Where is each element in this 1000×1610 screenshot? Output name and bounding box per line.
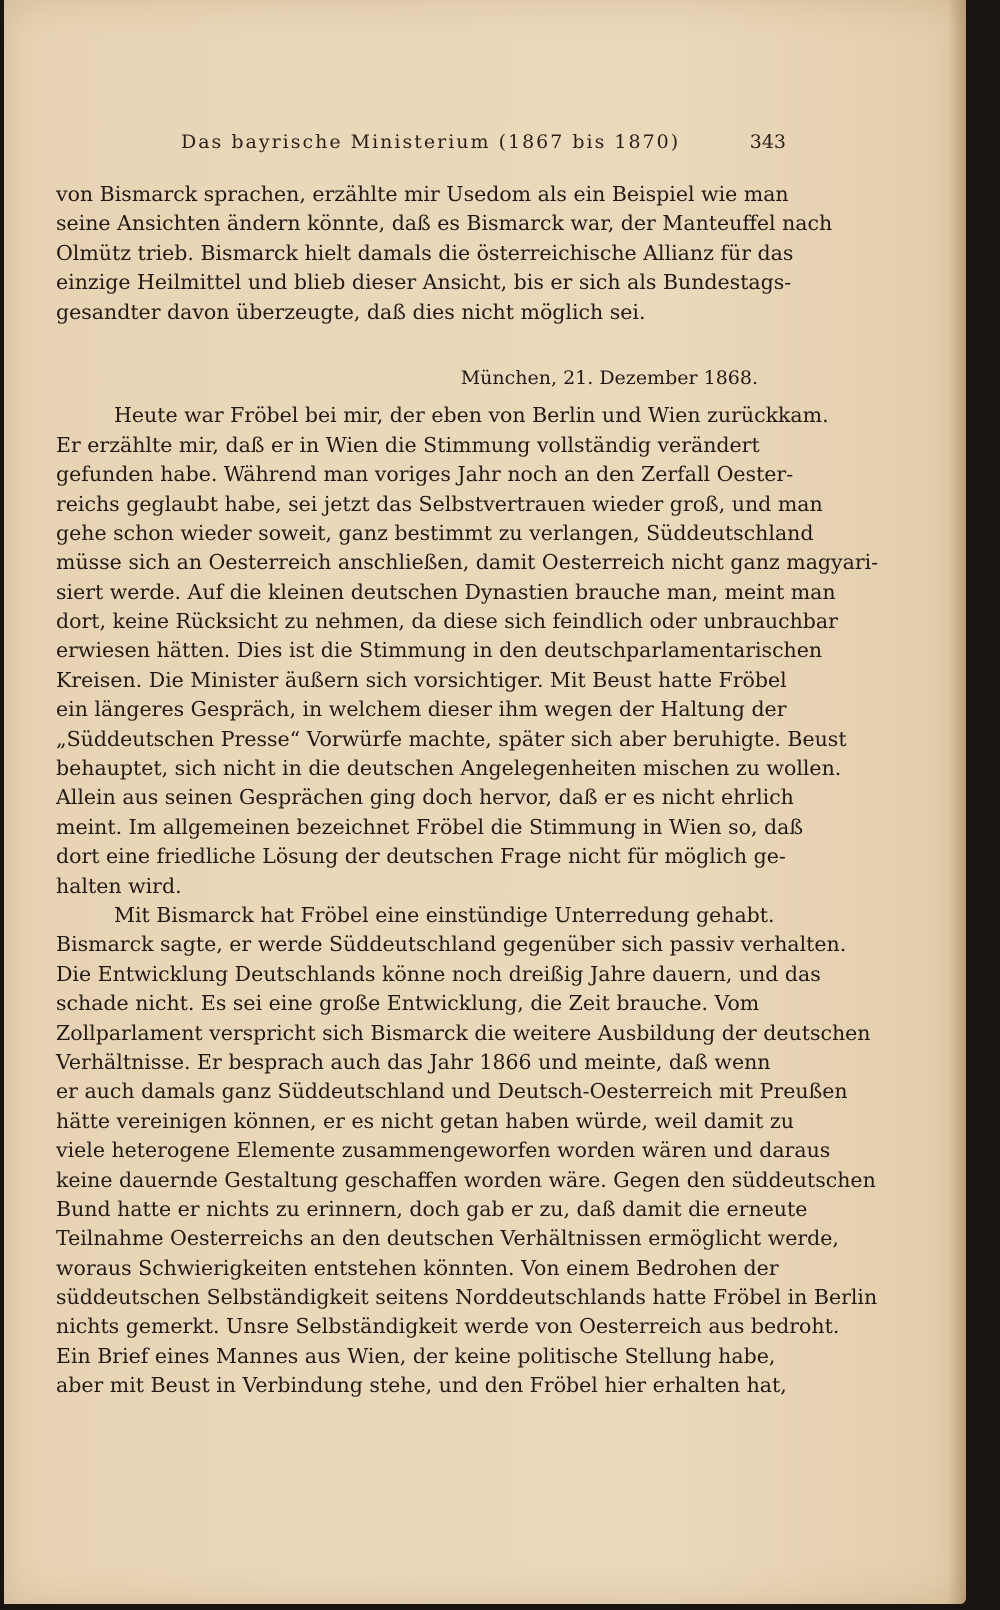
text-line: halten wird.	[56, 873, 182, 898]
text-line: gehe schon wieder soweit, ganz bestimmt zu verlangen, Süddeutschland	[56, 520, 814, 545]
body-text	[56, 180, 879, 1401]
paragraph-1	[56, 180, 833, 327]
text-line: aber mit Beust in Verbindung stehe, und den Fröbel hier erhalten hat,	[56, 1373, 787, 1398]
text-line: Er erzählte mir, daß er in Wien die Stimmung vollständig verändert	[56, 432, 760, 457]
text-line: er auch damals ganz Süddeutschland und Deutsch-Oesterreich mit Preußen	[56, 1079, 848, 1104]
text-line: Olmütz trieb. Bismarck hielt damals die österreichische Allianz für das	[56, 240, 794, 265]
text-line: Teilnahme Oesterreichs an den deutschen Verhältnissen ermöglicht werde,	[56, 1226, 839, 1251]
text-line: „Süddeutschen Presse“ Vorwürfe machte, später sich aber beruhigte. Beust	[56, 726, 847, 751]
text-line: süddeutschen Selbständigkeit seitens Norddeutschlands hatte Fröbel in Berlin	[56, 1285, 878, 1310]
dateline: München, 21. Dezember 1868.	[460, 366, 758, 389]
text-line: gefunden habe. Während man voriges Jahr noch an den Zerfall Oester-	[56, 462, 794, 487]
text-line: Bund hatte er nichts zu erinnern, doch gab er zu, daß damit die erneute	[56, 1196, 808, 1221]
text-line: meint. Im allgemeinen bezeichnet Fröbel die Stimmung in Wien so, daß	[56, 814, 804, 839]
text-line: dort, keine Rücksicht zu nehmen, da diese sich feindlich oder unbrauchbar	[56, 609, 838, 634]
paragraph-2	[56, 401, 879, 901]
text-line: behauptet, sich nicht in die deutschen Angelegenheiten mischen zu wollen.	[56, 756, 842, 781]
text-line: Die Entwicklung Deutschlands könne noch dreißig Jahre dauern, und das	[56, 961, 821, 986]
running-head: Das bayrische Ministerium (1867 bis 1870)	[181, 131, 681, 153]
page-header	[56, 131, 786, 161]
text-line: Zollparlament verspricht sich Bismarck die weitere Ausbildung der deutschen	[56, 1020, 871, 1045]
text-line: schade nicht. Es sei eine große Entwicklung, die Zeit brauche. Vom	[56, 991, 760, 1016]
text-line: keine dauernde Gestaltung geschaffen worden wäre. Gegen den süddeutschen	[56, 1167, 876, 1192]
page-number: 343	[749, 131, 786, 153]
text-line: einzige Heilmittel und blieb dieser Ansicht, bis er sich als Bundestags-	[56, 270, 792, 295]
text-line: Verhältnisse. Er besprach auch das Jahr 1866 und meinte, daß wenn	[56, 1049, 771, 1074]
text-line: viele heterogene Elemente zusammengeworfen worden wären und daraus	[56, 1138, 831, 1163]
paragraph-3	[56, 901, 878, 1401]
text-line: woraus Schwierigkeiten entstehen könnten. Von einem Bedrohen der	[56, 1255, 779, 1280]
text-line: Kreisen. Die Minister äußern sich vorsichtiger. Mit Beust hatte Fröbel	[56, 667, 787, 692]
text-line: Ein Brief eines Mannes aus Wien, der keine politische Stellung habe,	[56, 1343, 776, 1368]
text-line: seine Ansichten ändern könnte, daß es Bismarck war, der Manteuffel nach	[56, 211, 833, 236]
text-line: hätte vereinigen können, er es nicht getan haben würde, weil damit zu	[56, 1108, 794, 1133]
text-line: Bismarck sagte, er werde Süddeutschland gegenüber sich passiv verhalten.	[56, 932, 847, 957]
text-line: gesandter davon überzeugte, daß dies nicht möglich sei.	[56, 299, 646, 324]
text-line: ein längeres Gespräch, in welchem dieser ihm wegen der Haltung der	[56, 697, 787, 722]
text-line: erwiesen hätten. Dies ist die Stimmung in den deutschparlamentarischen	[56, 638, 823, 663]
text-line: Allein aus seinen Gesprächen ging doch hervor, daß er es nicht ehrlich	[56, 785, 794, 810]
page-spine-shadow	[948, 0, 966, 1604]
text-line: dort eine friedliche Lösung der deutschen Frage nicht für möglich ge-	[56, 844, 786, 869]
text-line: Heute war Fröbel bei mir, der eben von Berlin und Wien zurückkam.	[114, 403, 829, 428]
book-page	[4, 0, 966, 1604]
text-line: siert werde. Auf die kleinen deutschen Dynastien brauche man, meint man	[56, 579, 836, 604]
text-line: von Bismarck sprachen, erzählte mir Usedom als ein Beispiel wie man	[56, 182, 789, 206]
text-line: Mit Bismarck hat Fröbel eine einstündige Unterredung gehabt.	[114, 902, 775, 927]
text-line: müsse sich an Oesterreich anschließen, damit Oesterreich nicht ganz magyari-	[56, 550, 879, 575]
text-line: nichts gemerkt. Unsre Selbständigkeit werde von Oesterreich aus bedroht.	[56, 1314, 840, 1339]
text-line: reichs geglaubt habe, sei jetzt das Selbstvertrauen wieder groß, und man	[56, 491, 823, 516]
